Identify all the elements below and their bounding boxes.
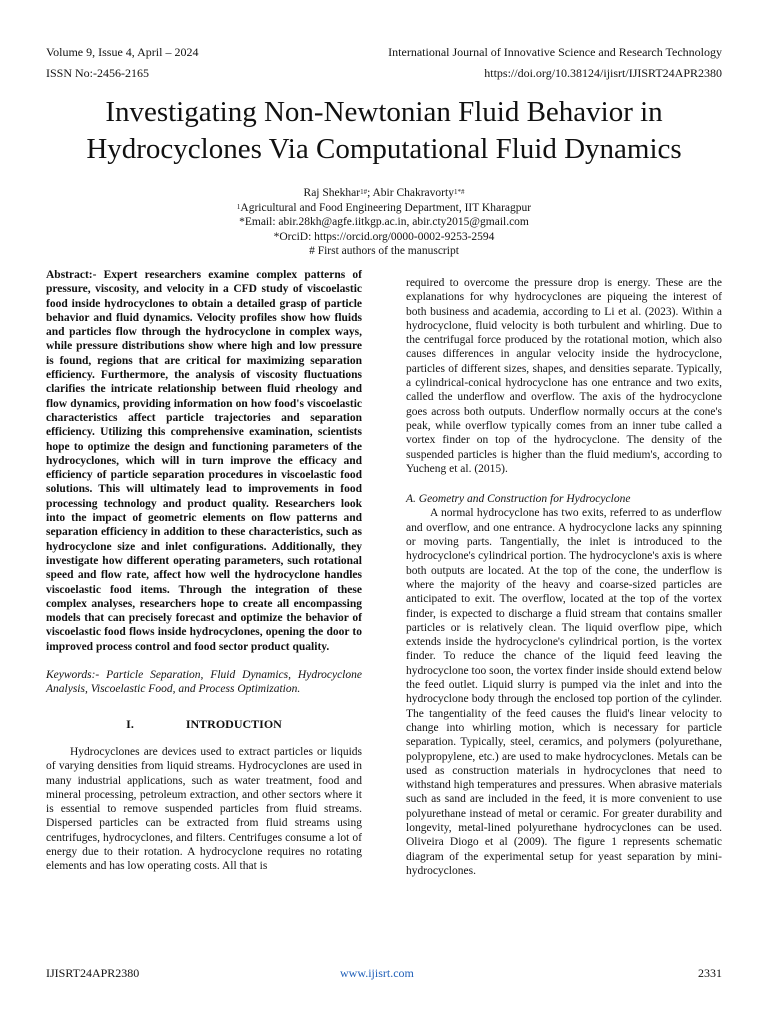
abstract: Abstract:- Expert researchers examine complex patterns of pressure, viscosity, and velocity in a CFD study of viscoelastic food inside hydrocyclones to obtain a detailed grasp of particle behavior and fluid dynamics. Velocity profiles show how fluids and particles flow through the hydrocyclone in complex ways, while pressure distributions show where high and low pressure is found, regions that are critical for maximizing separation efficiency. Furthermore, the analysis of viscosity fluctuations clarifies the intricate relationship between fluid rheology and flow dynamics, providing information on how food's viscoelastic characteristics affect particle trajectories and separation efficiency. Utilizing this comprehensive examination, scientists hope to optimize the design and functioning parameters of the hydrocyclones, which will in turn improve the efficacy and efficiency of particle separation procedures in viscoelastic food solutions. This will ultimately lead to improvements in food processing technology and product quality. Researchers look into the impact of geometric elements on flow patterns and separation efficiency in addition to these characteristics, such as hydrocyclone size and inlet configurations. Additionally, they investigate how different operating parameters, such rotational speed and flow rate, affect how well the hydrocyclone handles viscoelastic food items. Through the integration of these complex analyses, researchers hope to create all encompassing models that can precisely forecast and optimize the behavior of viscoelastic food flows inside hydrocyclones, opening the door to improved process control and food sector product quality. bbox=[46, 269, 362, 653]
author-separator: ; bbox=[367, 187, 373, 199]
section-heading-introduction bbox=[46, 717, 362, 731]
subsection-a-paragraph: A normal hydrocyclone has two exits, referred to as underflow and overflow, and one entrance. A hydrocyclone lacks any spinning or moving parts. Tangentially, the inlet is introduced to the hydrocyclone's cylindrical portion. The hydrocyclone's axis is where both outputs are located. At the top of the cone, the underflow is where the majority of the heavy and coarse-sized particles are anticipated to exit. The overflow, located at the top of the vortex finder, is expected to discharge a fluid stream that contains smaller particles or is relatively clean. The liquid overflow pipe, which extends inside the hydrocyclone's cylindrical portion, is the vortex finder. To reduce the chance of the liquid feed leaving the hydrocyclone too soon, the vortex finder inside should extend below the feed outlet. Liquid slurry is pumped via the inlet and into the hydrocyclone body through the enclosed top portion of the cylinder. The tangentiality of the feed causes the fluid's linear velocity to change into whirling motion, which is necessary for particle separation. Typically, steel, ceramics, and polymers (polyurethane, polypropylene, etc.) are used to make hydrocyclones. Metals can be used as construction materials in hydrocyclones that need to withstand high temperatures and pressures. When abrasive materials such as sand are included in the feed, it is more convenient to use polyurethane instead of metal or ceramic. For greater durability and longevity, metal-lined polyurethane hydrocyclones can be used. Oliveira Diogo et al (2009). The figure 1 represents schematic diagram of the experimental setup for yeast separation by mini-hydrocyclones. bbox=[406, 507, 722, 877]
intro-paragraph: Hydrocyclones are devices used to extract particles or liquids of varying densities from liquid streams. Hydrocyclones are used in many industrial applications, such as water treatment, food and mineral processing, petroleum extraction, and other sectors where it is essential to remove suspended particles from fluid streams. Dispersed particles can be extracted from fluid streams using centrifuges, hydrocyclones, and filters. Centrifuges consume a lot of energy due to their rotation. A hydrocyclone requires no rotating elements and has low operating costs. All that is bbox=[46, 745, 362, 873]
email-line[interactable]: *Email: abir.28kh@agfe.iitkgp.ac.in, abir.cty2015@gmail.com bbox=[239, 216, 529, 229]
header-issn: ISSN No:-2456-2165 bbox=[46, 66, 150, 80]
header-doi[interactable]: https://doi.org/10.38124/ijisrt/IJISRT24APR2380 bbox=[484, 66, 722, 80]
first-authors-note: # First authors of the manuscript bbox=[309, 245, 459, 258]
author-block bbox=[40, 186, 728, 259]
affiliation-line bbox=[40, 201, 728, 216]
author-2: Abir Chakravorty bbox=[372, 187, 454, 199]
affiliation-sup: 1 bbox=[236, 202, 241, 211]
footer-id: IJISRT24APR2380 bbox=[46, 966, 140, 980]
section-title: INTRODUCTION bbox=[185, 716, 282, 731]
header-journal: International Journal of Innovative Science and Research Technology bbox=[388, 45, 722, 59]
page-number: 2331 bbox=[698, 966, 722, 980]
section-number: I. bbox=[126, 716, 134, 731]
paper-title bbox=[40, 94, 728, 168]
subsection-heading-a: A. Geometry and Construction for Hydrocyclone bbox=[406, 493, 631, 506]
paper-title-line1: Investigating Non-Newtonian Fluid Behavior in bbox=[105, 96, 663, 128]
right-column bbox=[406, 276, 722, 878]
author-1: Raj Shekhar bbox=[303, 187, 361, 199]
affiliation: Agricultural and Food Engineering Department, IIT Kharagpur bbox=[240, 201, 532, 214]
intro-continued-paragraph: required to overcome the pressure drop is energy. These are the explanations for why hydrocyclones are piqueing the interest of both business and academia, according to Li et al. (2023). Within a hydrocyclone, fluid velocity is both turbulent and whirling. Due to the centrifugal force produced by the rotational motion, which also causes differences in angular velocity inside the hydrocyclone, particles of different sizes, shapes, and densities separate. Typically, a cylindrical-conical hydrocyclone has one entrance and two exits, called the underflow and overflow. The axis of the hydrocyclone goes across both outputs. Underflow normally occurs at the cone's peak, while overflow typically comes from an inner tube called a vortex finder on top of the hydrocyclone. The density of the suspended particles is higher than the fluid medium's, according to Yucheng et al. (2015). bbox=[406, 277, 722, 475]
author-2-sup: 1*# bbox=[453, 188, 465, 196]
left-column bbox=[46, 268, 362, 874]
orcid-line[interactable]: *OrciD: https://orcid.org/0000-0002-9253-2594 bbox=[273, 230, 495, 243]
keywords: Keywords:- Particle Separation, Fluid Dynamics, Hydrocyclone Analysis, Viscoelastic Food, and Process Optimization. bbox=[46, 669, 362, 696]
author-1-sup: 1# bbox=[360, 188, 368, 196]
header-volume: Volume 9, Issue 4, April – 2024 bbox=[46, 45, 199, 59]
footer-website-link[interactable]: www.ijisrt.com bbox=[340, 966, 414, 980]
paper-title-line2: Hydrocyclones Via Computational Fluid Dynamics bbox=[86, 133, 682, 165]
author-line bbox=[40, 186, 728, 201]
